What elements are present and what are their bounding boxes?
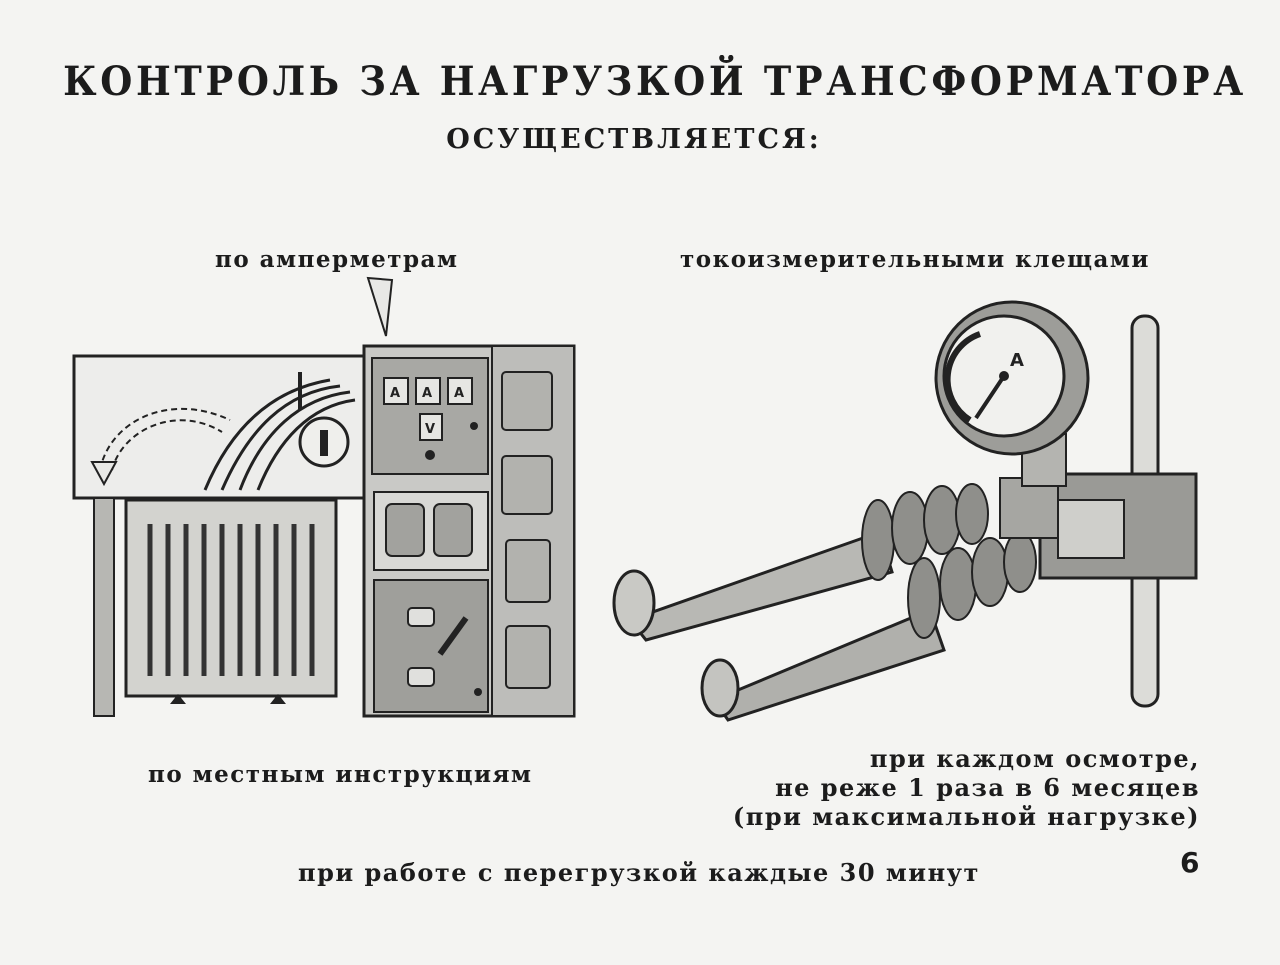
ammeter-letter-1: A — [390, 386, 401, 401]
page-subtitle: ОСУЩЕСТВЛЯЕТСЯ: — [446, 124, 822, 155]
inspection-frequency-note — [700, 744, 1200, 831]
overload-interval-note: при работе с перегрузкой каждые 30 минут — [298, 858, 980, 887]
clamp-gauge-letter: A — [1010, 350, 1024, 371]
local-instructions-note: по местным инструкциям — [148, 761, 533, 788]
page-title: КОНТРОЛЬ ЗА НАГРУЗКОЙ ТРАНСФОРМАТОРА — [63, 58, 1247, 105]
ammeter-letter-2: A — [422, 386, 433, 401]
page-number: 6 — [1180, 846, 1200, 879]
inspection-note-line-3: (при максимальной нагрузке) — [732, 802, 1200, 831]
inspection-note-line-2: не реже 1 раза в 6 месяцев — [775, 773, 1200, 802]
ammeter-method-label: по амперметрам — [215, 246, 459, 273]
clamp-meter-method-label: токоизмерительными клещами — [680, 246, 1150, 273]
inspection-note-line-1: при каждом осмотре, — [869, 744, 1200, 773]
voltmeter-letter: V — [425, 422, 436, 437]
ammeter-letter-3: A — [454, 386, 465, 401]
